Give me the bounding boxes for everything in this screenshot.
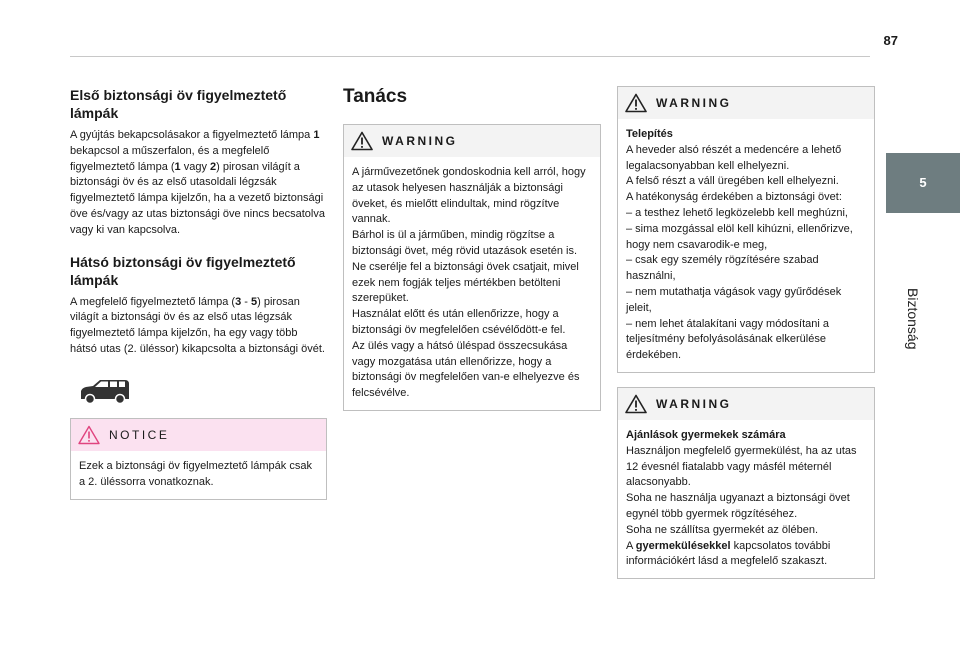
warning-2-line: – a testhez lehető legközelebb kell meghúzni, [626, 206, 848, 219]
column-right [617, 86, 875, 579]
van-icon [78, 377, 132, 405]
warning-2-line: – sima mozgással elöl kell kihúzni, ellenőrizve, hogy nem csavarodik-e meg, [626, 222, 853, 251]
warning-2-line: A heveder alsó részét a medencére a lehető legalacsonyabban kell elhelyezni. [626, 143, 842, 172]
warning-2-line: – nem lehet átalakítani vagy módosítani a teljesítmény befolyásolásának elkerülése érdekében. [626, 317, 830, 362]
warning-1-text [344, 157, 600, 410]
top-rule [70, 56, 870, 57]
warning-2-heading: Telepítés [626, 128, 673, 140]
warning-2-header [618, 87, 874, 119]
warning-box-1 [343, 124, 601, 411]
rear-belt-text: A megfelelő figyelmeztető lámpa (3 - 5) pirosan világít a biztonsági öv és az első utas légzsák figyelmeztető lámpa kijelzőn, ha egy vagy több hátsó utas (2. üléssor) kikapcsolta a biztonsági övét. [70, 295, 325, 355]
chapter-title-text: Biztonság [905, 288, 921, 350]
front-belt-text: A gyújtás bekapcsolásakor a figyelmeztető lámpa 1 bekapcsol a műszerfalon, és a megfelelő figyelmeztető lámpa (1 vagy 2) pirosan világít a biztonsági öv és az első utasoldali légzsák figyelmeztető lámpa kijelzőn, ha a vezető biztonsági öve és/vagy az utas biztonsági öve nincs becsatolva vagy ki van kapcsolva. [70, 129, 325, 236]
chapter-title [886, 218, 960, 350]
warning-2-label: WARNING [656, 96, 732, 110]
warning-3-header [618, 388, 874, 420]
warning-3-line: Soha ne használja ugyanazt a biztonsági övet egynél több gyermek rögzítéséhez. [626, 492, 850, 520]
warning-triangle-icon [351, 131, 373, 151]
warning-2-line: A felső részt a váll üregében kell elhelyezni. [626, 175, 839, 188]
tips-title: Tanács [343, 86, 408, 107]
rear-belt-heading: Hátsó biztonsági öv figyelmeztető lámpák [70, 253, 296, 288]
warning-3-line: Használjon megfelelő gyermekülést, ha az utas 12 évesnél fiatalabb vagy másfél méternél alacsonyabb. [626, 444, 857, 489]
front-belt-heading: Első biztonsági öv figyelmeztető lámpák [70, 87, 287, 121]
warning-box-2 [617, 86, 875, 373]
notice-label: NOTICE [109, 428, 170, 442]
child-seats-link: gyermekülésekkel [635, 539, 731, 552]
warning-2-line: – nem mutathatja vágások vagy gyűrődések jeleit, [626, 285, 842, 314]
warning-2-line: A hatékonyság érdekében a biztonsági övet: [626, 191, 842, 204]
notice-text: Ezek a biztonsági öv figyelmeztető lámpák csak a 2. üléssorra vonatkoznak. [79, 460, 312, 488]
warning-1-line: Használat előtt és után ellenőrizze, hogy a biztonsági öv megfelelően csévélődött-e fel. [352, 308, 566, 336]
warning-1-line: Bárhol is ül a járműben, mindig rögzítse a biztonsági övet, még rövid utazások esetén is. [352, 229, 578, 257]
warning-triangle-icon [625, 93, 647, 113]
warning-1-line: Ne cserélje fel a biztonsági övek csatjait, mivel ezek nem fogják teljes mértékben betölteni szerepüket. [352, 260, 579, 305]
warning-1-header [344, 125, 600, 157]
warning-3-last-line: A gyermekülésekkel kapcsolatos további információkért lásd a megfelelő szakaszt. [626, 539, 831, 568]
warning-box-3 [617, 387, 875, 579]
warning-2-line: – csak egy személy rögzítésére szabad használni, [626, 254, 819, 283]
warning-triangle-icon [625, 394, 647, 414]
warning-1-line: A járművezetőnek gondoskodnia kell arról, hogy az utasok helyesen használják a biztonsági öveket, és mielőtt elindultak, mind rögzítve vannak. [352, 166, 586, 226]
notice-header [71, 419, 326, 451]
chapter-tab[interactable]: 5 [886, 153, 960, 213]
column-left [70, 86, 326, 372]
page-number: 87 [883, 33, 898, 48]
notice-triangle-icon [78, 425, 100, 445]
warning-3-text [618, 420, 874, 578]
column-middle [343, 86, 601, 411]
warning-1-line: Az ülés vagy a hátsó üléspad összecsukása vagy mozgatása után ellenőrizze, hogy a biztonsági öv megfelelően van-e elhelyezve és felcsévélve. [352, 339, 580, 400]
warning-2-text [618, 119, 874, 372]
warning-3-line: Soha ne szállítsa gyermekét az ölében. [626, 523, 819, 536]
warning-3-label: WARNING [656, 396, 732, 411]
notice-box [70, 418, 327, 500]
warning-3-heading: Ajánlások gyermekek számára [626, 428, 786, 441]
warning-1-label: WARNING [382, 134, 458, 148]
